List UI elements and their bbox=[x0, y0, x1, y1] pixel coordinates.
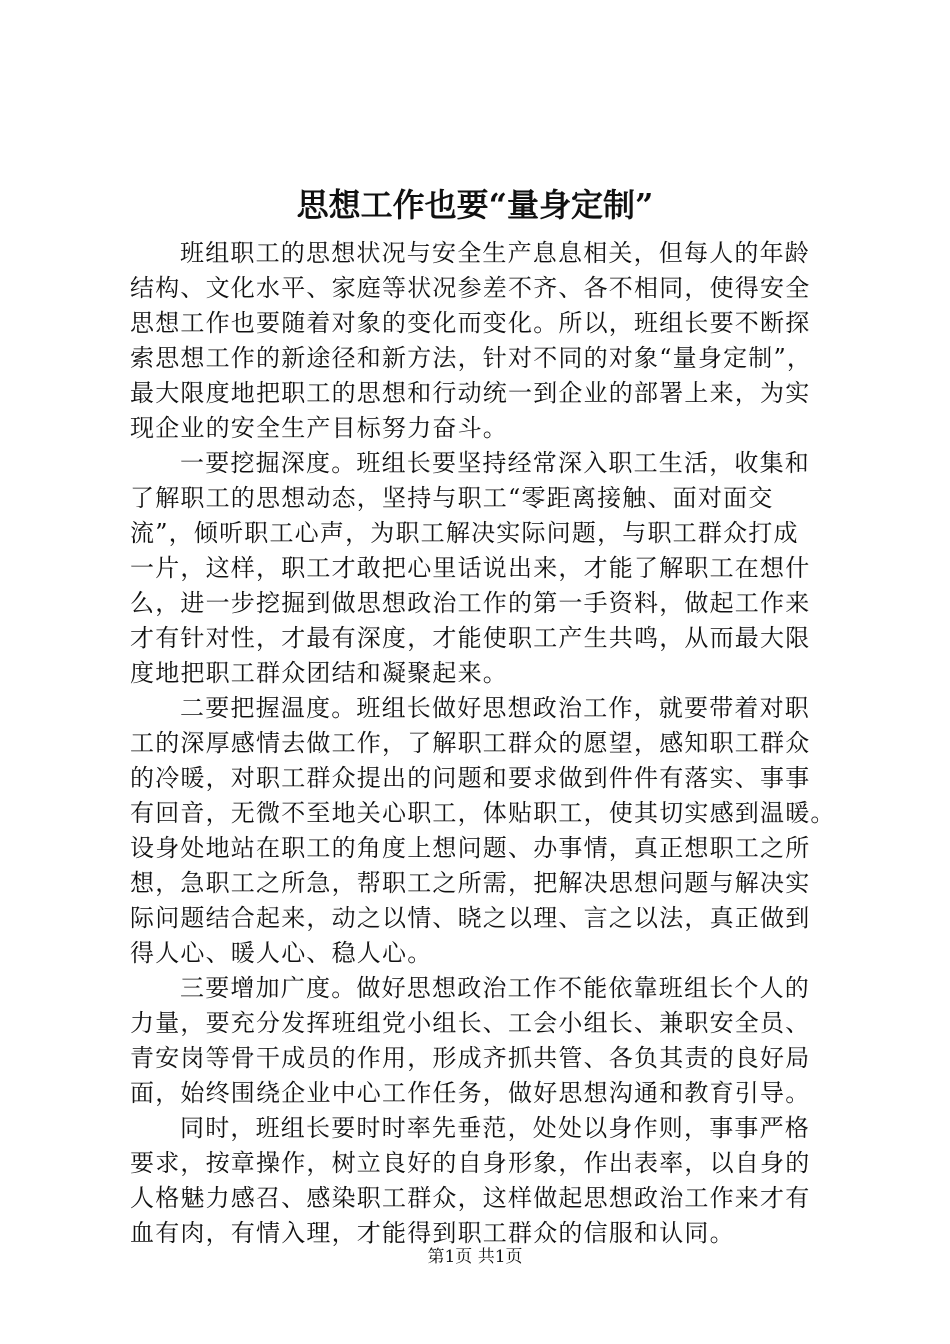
paragraph-line: 么，进一步挖掘到做思想政治工作的第一手资料，做起工作来 bbox=[130, 589, 811, 617]
paragraph-line: 青安岗等骨干成员的作用，形成齐抓共管、各负其责的良好局 bbox=[130, 1044, 811, 1072]
paragraph-line: 际问题结合起来，动之以情、晓之以理、言之以法，真正做到 bbox=[130, 904, 811, 932]
paragraph-line: 二要把握温度。班组长做好思想政治工作，就要带着对职 bbox=[180, 694, 810, 722]
paragraph-line: 结构、文化水平、家庭等状况参差不齐、各不相同，使得安全 bbox=[130, 274, 811, 302]
paragraph-line: 同时，班组长要时时率先垂范，处处以身作则，事事严格 bbox=[180, 1114, 810, 1142]
paragraph-line: 得人心、暖人心、稳人心。 bbox=[130, 939, 433, 967]
paragraph-line: 要求，按章操作，树立良好的自身形象，作出表率，以自身的 bbox=[130, 1149, 811, 1177]
paragraph-line: 一要挖掘深度。班组长要坚持经常深入职工生活，收集和 bbox=[180, 449, 810, 477]
paragraph-line: 最大限度地把职工的思想和行动统一到企业的部署上来，为实 bbox=[130, 379, 811, 407]
paragraph-line: 思想工作也要随着对象的变化而变化。所以，班组长要不断探 bbox=[130, 309, 811, 337]
paragraph-line: 才有针对性，才最有深度，才能使职工产生共鸣，从而最大限 bbox=[130, 624, 811, 652]
paragraph-line: 力量，要充分发挥班组党小组长、工会小组长、兼职安全员、 bbox=[130, 1009, 811, 1037]
paragraph-line: 想，急职工之所急，帮职工之所需，把解决思想问题与解决实 bbox=[130, 869, 811, 897]
document-body bbox=[130, 236, 836, 1251]
paragraph-line: 面，始终围绕企业中心工作任务，做好思想沟通和教育引导。 bbox=[130, 1079, 811, 1107]
page-footer: 第1页 共1页 bbox=[427, 1247, 523, 1267]
paragraph-line: 班组职工的思想状况与安全生产息息相关，但每人的年龄 bbox=[180, 239, 810, 267]
paragraph-line: 三要增加广度。做好思想政治工作不能依靠班组长个人的 bbox=[180, 974, 810, 1002]
paragraph-line: 索思想工作的新途径和新方法，针对不同的对象“量身定制”， bbox=[130, 344, 813, 372]
paragraph-line: 流”，倾听职工心声，为职工解决实际问题，与职工群众打成 bbox=[130, 519, 799, 547]
paragraph-line: 设身处地站在职工的角度上想问题、办事情，真正想职工之所 bbox=[130, 834, 811, 862]
paragraph-line: 工的深厚感情去做工作，了解职工群众的愿望，感知职工群众 bbox=[130, 729, 811, 757]
paragraph-line: 人格魅力感召、感染职工群众，这样做起思想政治工作来才有 bbox=[130, 1184, 811, 1212]
paragraph-line: 血有肉，有情入理，才能得到职工群众的信服和认同。 bbox=[130, 1219, 735, 1247]
paragraph-line: 现企业的安全生产目标努力奋斗。 bbox=[130, 414, 508, 442]
paragraph-line: 的冷暖，对职工群众提出的问题和要求做到件件有落实、事事 bbox=[130, 764, 811, 792]
paragraph-line: 了解职工的思想动态，坚持与职工“零距离接触、面对面交 bbox=[130, 484, 774, 512]
paragraph-line: 一片，这样，职工才敢把心里话说出来，才能了解职工在想什 bbox=[130, 554, 811, 582]
paragraph-line: 度地把职工群众团结和凝聚起来。 bbox=[130, 659, 508, 687]
paragraph-line: 有回音，无微不至地关心职工，体贴职工，使其切实感到温暖。 bbox=[130, 799, 836, 827]
document-title: 思想工作也要“量身定制” bbox=[296, 186, 654, 224]
